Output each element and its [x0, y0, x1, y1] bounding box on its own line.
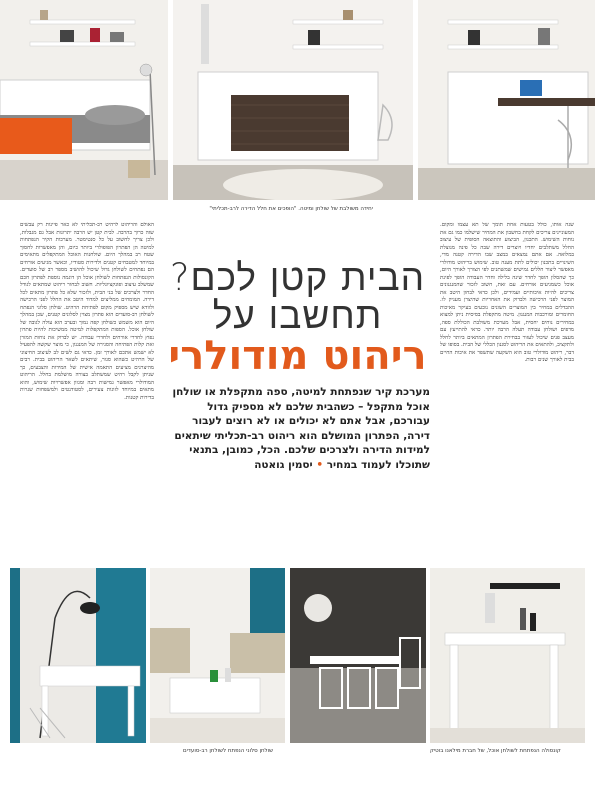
caption-top: יחידה משולבת של שולחן ומיטה. "הופכים את חלל הדירה לרב-תכליתי"	[209, 206, 373, 212]
photo-lamp-table	[10, 568, 146, 743]
photo-wall-bed-closed	[173, 0, 413, 200]
body-text-right: שגה אותו, כולל בטעות אחת תומך של תא עצמו ומקום. המעוניינים צריכים לקחת בחשבון את המחיר שישלמו כמו גם את נוחות השימוש. התכנון, הביצוע והתוצאה הסופית של עיצוב החלל משתלבים יחדיו ויוצרים דירה שבה כל פינה מנוצלת במלואה. אם אתם נמצאים במצב שבו הדירה קטנה מדי, השינויים בתכנון יכולים לתת מענה טוב. שימוש בריהוט מודולרי מאפשר ליצור חללים גמישים שמשתנים לפי הצורך לאורך היום, כך שהסלון הופך לחדר שינה בלילה וחדר העבודה הופך לפינת אוכל כשמגיעים אורחים. עם זאת, חשוב לזכור שהמנגנונים צריכים להיות איכותיים ועמידים, ולכן כדאי לבחון היטב את המוצר לפני הרכישה ולבדוק את האחריות שהיצרן מעניק לו. ההבדלים במחיר בין המוצרים השונים נובעים בעיקר מאיכות החומרים ומורכבות המנגנון. מיטה מתקפלת בסיסית ניתן למצוא במחירים נוחים יחסית, אבל מערכת משולבת הכוללת ספה, מדפים ושולחן עבודה תעלה הרבה יותר. כדאי להתייעץ עם מעצב פנים שיכול לעזור בבחירת הפתרון המתאים ביותר לחלל ולתקציב, ולהתאים את הריהוט לסגנון הכללי של הבית. בסופו של דבר, ריהוט מודולרי טוב הוא השקעה שתשפר את איכות החיים בבית לאורך שנים רבות.	[440, 222, 574, 363]
body-column-right	[440, 222, 574, 552]
body-text-left: האולם והריהוט לרהיט רב-תכליתי לא כאר פיינות רק עבשים שזה כרוך בהרבה. לבית קטן יש הרבה יתרונות אבל גם מגבלות, ולכן צריך לחשוב על כל סנטימטר. מערכות הקיר הנפתחות למיטה הן הפתרון הפופולרי ביותר כיום, והן מאפשרות לחסוך שטח רב במהלך היום. שולחנות האוכל המתקפלים מתאימים במיוחד למטבחים קטנים ולדירות סטודיו, וכאשר מגיעים אורחים הם נפתחים לשולחן גדול שיכול להושיב מספר רב של סועדים. הקונסולות הנפתחות לשולחן אוכל הן דוגמה נוספת לפתרון חכם שמשלב עיצוב ופונקציונליות. חשוב לבחור ריהוט שמתאים לגודל החדר ולצרכים של בני הבית, ולזכור שלא כל פתרון מתאים לכל דירה. המומחים ממליצים למדוד היטב את החלל לפני הרכישה ולוודא שיש מספיק מקום לפתיחת הרהיט. שולחן סלוני הנפתח לשולחן רב-סועדים הוא פתרון מצוין לסלונים קטנים, שכן במהלך היום הוא משמש כשולחן קפה נמוך ובערב הוא עולה לגובה של שולחן אוכל. הספות המתקפלות למיטה ממשיכות להיות פתרון נפוץ לחדרי אורחים ולחדרי עבודה. יש לבדוק את נוחות המזרן ואת קלות הפתיחה והסגירה של המנגנון, כי מוצר שקשה להפעיל לא ישמש אתכם לאורך זמן. כדאי גם לשים לב לעיצוב החיצוני של הרהיט כשהוא סגור, שיתאים לשאר הריהוט בבית. רבים מהיצרנים מציעים התאמה אישית של המידות והצבעים, כך שניתן לקבל רהיט שמשתלב בצורה מושלמת בחלל. הריהוט המודולרי מאפשר גמישות רבה ומגוון אפשרויות שימוש, והוא מתאים במיוחד לזוגות צעירים, לסטודנטים ולמשפחות שגרות בדירות קטנות.	[20, 222, 154, 401]
author-name: יסמין גואטה	[254, 458, 313, 471]
headline-line-3: ריהוט מודולרי	[168, 333, 427, 379]
lead-bullet: •	[316, 458, 324, 471]
headline-line-1: הבית קטן לכם?	[169, 256, 426, 299]
lead-paragraph	[170, 385, 430, 472]
lead-text: מערכת קיר שנפתחת למיטה, ספה מתקפלת או שולחן אוכל מתקפל – כשהבית שלכם לא מספיק גדול עבורכם, אבל אתם לא יכולים או לא רוצים לעבור דירה, הפתרון המושלם הוא ריהוט רב-תכליתי שיתאים למידות הדירה ולצרכים שלכם. הכל, כמובן, בתנאי שתוכלו לעמוד במחיר	[172, 386, 430, 471]
caption-bottom-left: שולחן סלוני הנפתח לשולחן רב-סועדים	[183, 748, 274, 754]
caption-bottom-right: קונסולה הנפתחת לשולחן אוכל, של חברת מילאנו בוטיק	[430, 748, 561, 754]
headline-line-2: תחשבו על	[212, 294, 383, 337]
photo-console	[430, 568, 585, 743]
photo-dining-chairs	[290, 568, 426, 743]
body-column-left	[20, 222, 154, 552]
photo-coffee-table	[150, 568, 285, 743]
photo-wall-desk	[418, 0, 595, 200]
photo-wall-bed-open	[0, 0, 168, 200]
